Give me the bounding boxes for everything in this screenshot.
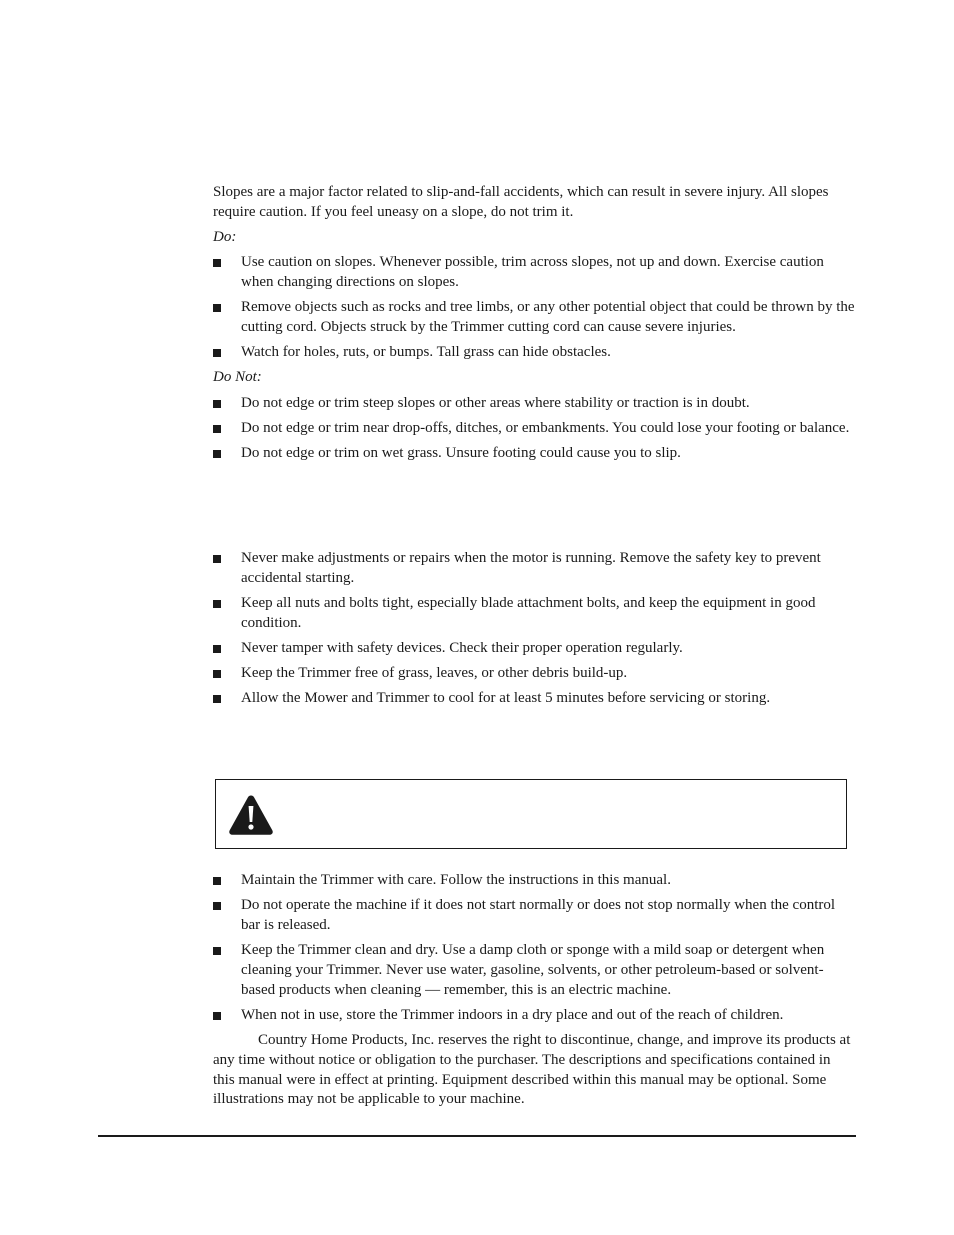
list-item <box>213 594 855 634</box>
list-item <box>213 343 855 363</box>
list-item <box>213 689 855 709</box>
bullet-icon <box>213 600 221 608</box>
bullet-icon <box>213 555 221 563</box>
warning-box <box>215 779 847 849</box>
list-item-text: Maintain the Trimmer with care. Follow the instructions in this manual. <box>241 872 671 888</box>
bullet-icon <box>213 1012 221 1020</box>
list-item <box>213 639 855 659</box>
list-item-text: Keep the Trimmer clean and dry. Use a damp cloth or sponge with a mild soap or detergent when cleaning your Trimmer. Never use water, gasoline, solvents, or other petroleum-based or solvent-based products when cleaning — remember, this is an electric machine. <box>241 941 825 998</box>
bullet-icon <box>213 670 221 678</box>
bullet-icon <box>213 425 221 433</box>
list-item <box>213 444 855 464</box>
list-item-text: When not in use, store the Trimmer indoors in a dry place and out of the reach of children. <box>241 1006 784 1023</box>
bullet-icon <box>213 349 221 357</box>
bullet-icon <box>213 400 221 408</box>
list-item-text: Keep the Trimmer free of grass, leaves, or other debris build-up. <box>241 664 628 681</box>
bullet-icon <box>213 947 221 955</box>
do-not-label: Do Not: <box>213 369 262 385</box>
list-item <box>213 394 855 414</box>
bullet-icon <box>213 877 221 885</box>
list-item-text: Remove objects such as rocks and tree limbs, or any other potential object that could be thrown by the cutting cord. Objects struck by the Trimmer cutting cord can cause severe injuries. <box>241 298 855 335</box>
list-item-text: Do not edge or trim steep slopes or other areas where stability or traction is in doubt. <box>241 395 750 411</box>
storage-list <box>213 871 855 1031</box>
bullet-icon <box>213 259 221 267</box>
list-item <box>213 549 855 589</box>
list-item-text: Allow the Mower and Trimmer to cool for at least 5 minutes before servicing or storing. <box>241 689 771 706</box>
warning-triangle-icon <box>228 794 274 836</box>
list-item <box>213 298 855 338</box>
list-item <box>213 1006 855 1026</box>
do-label: Do: <box>213 229 237 245</box>
do-not-list <box>213 394 855 469</box>
bullet-icon <box>213 695 221 703</box>
bullet-icon <box>213 902 221 910</box>
bullet-icon <box>213 304 221 312</box>
footer-rule <box>98 1135 856 1137</box>
list-item <box>213 419 855 439</box>
list-item-text: Never make adjustments or repairs when the motor is running. Remove the safety key to prevent accidental starting. <box>241 550 821 586</box>
list-item-text: Keep all nuts and bolts tight, especially blade attachment bolts, and keep the equipment in good condition. <box>241 594 816 631</box>
do-list <box>213 253 855 368</box>
list-item-text: Watch for holes, ruts, or bumps. Tall grass can hide obstacles. <box>241 343 611 360</box>
list-item-text: Do not edge or trim on wet grass. Unsure footing could cause you to slip. <box>241 445 681 462</box>
list-item-text: Never tamper with safety devices. Check their proper operation regularly. <box>241 639 683 656</box>
list-item <box>213 664 855 684</box>
list-item-text: Do not operate the machine if it does not start normally or does not stop normally when the control bar is released. <box>241 897 836 933</box>
slopes-intro: Slopes are a major factor related to slip-and-fall accidents, which can result in severe injury. All slopes require caution. If you feel uneasy on a slope, do not trim it. <box>213 184 829 220</box>
list-item <box>213 941 855 1000</box>
disclaimer-paragraph: Country Home Products, Inc. reserves the right to discontinue, change, and improve its products at any time without notice or obligation to the purchaser. The descriptions and specifications contained in this manual were in effect at printing. Equipment described within this manual may be optional. Some illustrations may not be applicable to your machine. <box>213 1032 851 1108</box>
list-item <box>213 871 855 891</box>
list-item-text: Use caution on slopes. Whenever possible, trim across slopes, not up and down. Exercise caution when changing directions on slopes. <box>241 254 824 290</box>
list-item-text: Do not edge or trim near drop-offs, ditches, or embankments. You could lose your footing or balance. <box>241 420 850 437</box>
bullet-icon <box>213 645 221 653</box>
bullet-icon <box>213 450 221 458</box>
list-item <box>213 896 855 936</box>
list-item <box>213 253 855 293</box>
maintenance-list <box>213 549 855 714</box>
